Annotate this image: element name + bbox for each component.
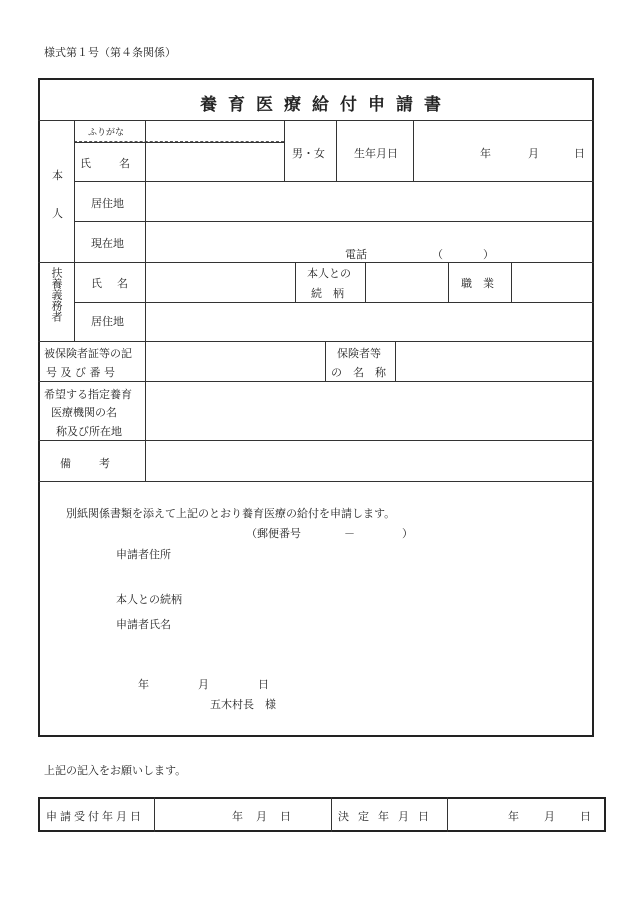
dob-year-label: 年	[480, 147, 491, 160]
postal-dash: －	[344, 527, 355, 540]
insurance-cert-label-2: 号 及 び 番 号	[46, 366, 115, 379]
furigana-label: ふりがな	[88, 128, 125, 138]
received-day-label: 日	[280, 810, 291, 823]
dob-day-label: 日	[574, 147, 585, 160]
application-statement: 別紙関係書類を添えて上記のとおり養育医療の給付を申請します。	[66, 507, 396, 520]
phone-label: 電話	[345, 248, 367, 261]
decision-month-label: 月	[544, 810, 555, 823]
person-name-label: 氏 名	[80, 157, 132, 170]
occupation-label: 職 業	[461, 277, 494, 290]
facility-field[interactable]	[146, 382, 593, 440]
application-year-label: 年	[138, 678, 149, 691]
insurance-cert-field[interactable]	[146, 342, 324, 381]
received-date-field[interactable]	[156, 799, 330, 830]
applicant-name-field[interactable]	[180, 613, 560, 631]
facility-label-2: 医療機関の名	[51, 406, 117, 419]
insurer-label-1: 保険者等	[337, 347, 381, 360]
relation-field[interactable]	[366, 263, 447, 302]
applicant-relation-field[interactable]	[190, 588, 560, 606]
insurer-label-2: の 名 称	[331, 366, 386, 379]
person-name-field[interactable]	[146, 143, 283, 181]
decision-year-label: 年	[508, 810, 519, 823]
sex-select[interactable]: 男・女	[292, 147, 325, 160]
decision-day-label: 日	[580, 810, 591, 823]
relation-label-1: 本人との	[307, 267, 351, 280]
postal-code-field[interactable]	[300, 522, 400, 540]
decision-date-label: 決定年月日	[338, 810, 438, 823]
phone-open-paren: （	[432, 248, 443, 261]
decision-date-field[interactable]	[449, 799, 604, 830]
current-address-field[interactable]	[146, 222, 593, 262]
application-day-label: 日	[258, 678, 269, 691]
guardian-name-label: 氏 名	[91, 277, 130, 290]
received-month-label: 月	[256, 810, 267, 823]
recipient-label: 五木村長 様	[210, 698, 276, 711]
dob-month-label: 月	[528, 147, 539, 160]
relation-label-2: 続 柄	[311, 287, 344, 300]
guardian-name-field[interactable]	[146, 263, 294, 302]
remarks-label: 備 考	[60, 457, 112, 470]
postal-close: ）	[402, 527, 413, 540]
received-year-label: 年	[232, 810, 243, 823]
guardian-domicile-field[interactable]	[146, 303, 593, 341]
guardian-section-label: 扶養義務者	[50, 267, 63, 322]
facility-label-3: 称及び所在地	[56, 425, 122, 438]
dob-label: 生年月日	[354, 147, 398, 160]
received-date-label: 申請受付年月日	[46, 810, 144, 823]
form-title: 養育医療給付申請書	[200, 95, 452, 115]
occupation-field[interactable]	[512, 263, 593, 302]
form-number: 様式第１号（第４条関係）	[44, 46, 176, 59]
guardian-domicile-label: 居住地	[91, 315, 124, 328]
phone-close-paren: ）	[483, 248, 494, 261]
application-month-label: 月	[198, 678, 209, 691]
facility-label-1: 希望する指定養育	[44, 388, 132, 401]
insurer-name-field[interactable]	[396, 342, 593, 381]
person-domicile-field[interactable]	[146, 182, 593, 221]
remarks-field[interactable]	[146, 441, 593, 481]
furigana-field[interactable]	[146, 121, 283, 141]
person-section-char-2: 人	[52, 207, 63, 220]
current-address-label: 現在地	[91, 237, 124, 250]
request-note: 上記の記入をお願いします。	[44, 764, 187, 777]
dob-field[interactable]	[414, 121, 593, 181]
applicant-name-label: 申請者氏名	[116, 618, 171, 631]
applicant-relation-label: 本人との続柄	[116, 593, 182, 606]
person-section-char-1: 本	[52, 169, 63, 182]
applicant-address-field[interactable]	[180, 543, 560, 561]
applicant-address-label: 申請者住所	[116, 548, 171, 561]
insurance-cert-label-1: 被保険者証等の記	[44, 347, 132, 360]
postal-open: （郵便番号	[246, 527, 301, 540]
person-domicile-label: 居住地	[91, 197, 124, 210]
